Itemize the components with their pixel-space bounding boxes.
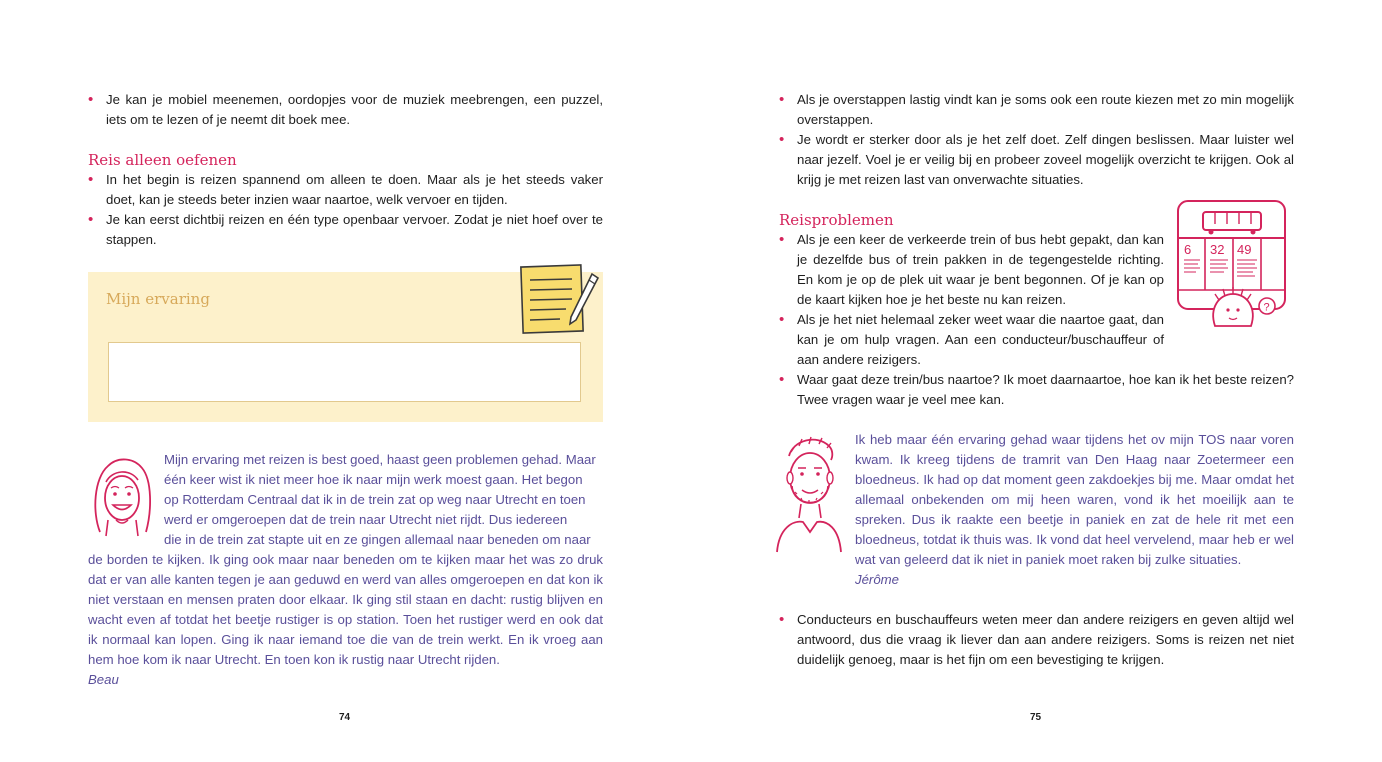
quote-author: Beau bbox=[88, 672, 119, 687]
quote-author: Jérôme bbox=[855, 572, 899, 587]
quote-jerome bbox=[855, 430, 1294, 590]
experience-text-field[interactable] bbox=[108, 342, 581, 402]
list-item: • Als je overstappen lastig vindt kan je soms ook een route kiezen met zo min mogelijk overstappen. bbox=[779, 90, 1294, 130]
intro-bullet-list bbox=[88, 90, 603, 130]
timetable-number: 32 bbox=[1210, 242, 1225, 257]
quote-text: Ik heb maar één ervaring gehad waar tijdens het ov mijn TOS naar voren kwam. Ik kreeg tijdens de tramrit van Den Haag naar Zoetermeer een bloedneus. Ik had op dat moment geen zakdoekjes bij me. Maar omdat het allemaal onbekenden om mij heen waren, vond ik het moeilijk aan te spreken. Dus ik raakte een beetje in paniek en zat de hele rit met een bloedneus, totdat ik thuis was. Ik vond dat heel vervelend, maar heb er wel wat van geleerd dat ik niet in paniek moet raken bij zulke situaties. bbox=[855, 432, 1294, 567]
quote-line: werd er omgeroepen dat de trein naar Utrecht niet rijdt. Dus iedereen bbox=[164, 512, 568, 527]
quote-line: op Rotterdam Centraal dat ik in de trein zat op weg naar Utrecht en toen bbox=[164, 492, 586, 507]
portrait-jerome-icon bbox=[773, 432, 845, 554]
intro-bullet-list bbox=[779, 90, 1294, 190]
page-number: 75 bbox=[1030, 712, 1042, 723]
practice-bullet-list bbox=[88, 170, 603, 250]
right-page bbox=[691, 0, 1382, 762]
list-item: • Conducteurs en buschauffeurs weten meer dan andere reizigers en geven altijd wel antwoord, dus die vraag ik liever dan aan andere reizigers. Soms is reizen net niet duidelijk genoeg, maar is het fijn om een bevestiging te krijgen. bbox=[779, 610, 1294, 670]
timetable-number: 49 bbox=[1237, 242, 1252, 257]
quote-beau bbox=[88, 450, 603, 690]
quote-line: één keer wist ik niet meer hoe ik naar mijn werk moest gaan. Het begon bbox=[164, 472, 583, 487]
list-item: • Je kan je mobiel meenemen, oordopjes voor de muziek meebrengen, een puzzel, iets om te lezen of je neemt dit boek mee. bbox=[88, 90, 603, 130]
svg-text:?: ? bbox=[1263, 301, 1270, 314]
timetable-number: 6 bbox=[1184, 242, 1192, 257]
section-heading-practice: Reis alleen oefenen bbox=[88, 151, 237, 169]
list-item: • Je kan eerst dichtbij reizen en één type openbaar vervoer. Zodat je niet hoef over te stappen. bbox=[88, 210, 603, 250]
list-item: • Als je het niet helemaal zeker weet waar die naartoe gaat, dan kan je om hulp vragen. Aan een conducteur/buschauffeur of aan andere reizigers. bbox=[779, 310, 1164, 370]
list-item: • Als je een keer de verkeerde trein of bus hebt gepakt, dan kan je dezelfde bus of trein pakken in de tegengestelde richting. En kom je op de plek uit waar je bent begonnen. Of je kan op de kaart kijken hoe je het beste nu kan reizen. bbox=[779, 230, 1164, 310]
closing-bullet-list bbox=[779, 610, 1294, 670]
list-item: • Waar gaat deze trein/bus naartoe? Ik moet daarnaartoe, hoe kan ik het beste reizen? Twee vragen waar je veel mee kan. bbox=[779, 370, 1294, 410]
notepad-pen-icon bbox=[516, 262, 600, 336]
quote-line: Mijn ervaring met reizen is best goed, haast geen problemen gehad. Maar bbox=[164, 452, 596, 467]
list-item: • In het begin is reizen spannend om alleen te doen. Maar als je het steeds vaker doet, kan je steeds beter inzien waar naartoe, welk vervoer en tijden. bbox=[88, 170, 603, 210]
quote-line: die in de trein zat stapte uit en ze gingen allemaal naar beneden om naar bbox=[164, 532, 591, 547]
timetable-board-icon bbox=[1175, 198, 1289, 342]
page-number: 74 bbox=[339, 712, 351, 723]
experience-box-title: Mijn ervaring bbox=[106, 290, 210, 308]
section-heading-problems: Reisproblemen bbox=[779, 211, 894, 229]
list-item: • Je wordt er sterker door als je het zelf doet. Zelf dingen beslissen. Maar luister wel naar jezelf. Voel je er veilig bij en probeer zoveel mogelijk overzicht te krijgen. Ook al krijg je met reizen last van onverwachte situaties. bbox=[779, 130, 1294, 190]
quote-text: de borden te kijken. Ik ging ook maar naar beneden om te kijken maar het was zo druk dat er van alle kanten tegen je aan geduwd en werd van alles omgeroepen en dat kon ik niet verstaan en mensen praten door elkaar. Ik ging stil staan en dacht: rustig blijven en wacht even af totdat het beetje rustiger is op station. Toen het rustiger werd en ook dat ik normaal kan lopen. Ging ik naar iemand toe die van de trein werkt. En ik vroeg aan hem hoe kom ik naar Utrecht. En toen kon ik rustig naar Utrecht rijden. bbox=[88, 552, 603, 667]
